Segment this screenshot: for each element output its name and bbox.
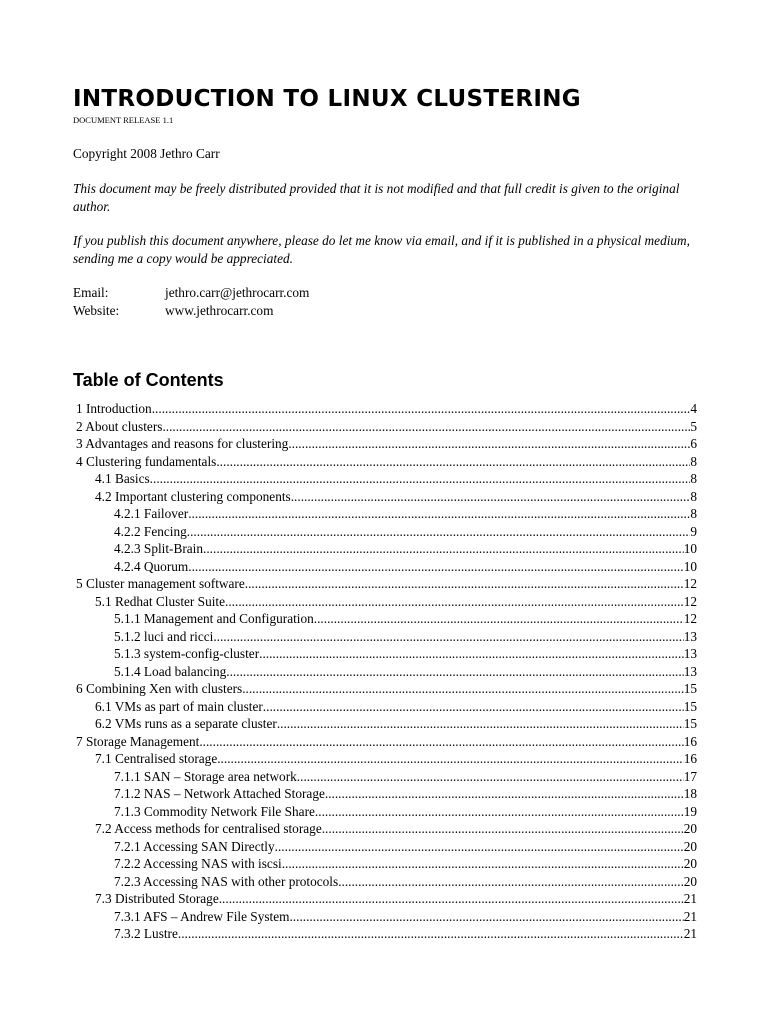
toc-entry-title: 3 Advantages and reasons for clustering	[76, 436, 289, 451]
toc-entry-page: 20	[683, 821, 697, 836]
toc-entry-page: 15	[683, 681, 697, 696]
toc-entry-title: 7.2 Access methods for centralised storage	[95, 821, 322, 836]
toc-dot-leader	[275, 838, 684, 856]
toc-heading: Table of Contents	[73, 370, 224, 390]
toc-entry-page: 8	[690, 488, 697, 504]
table-of-contents	[76, 400, 697, 943]
contact-email-row	[73, 284, 309, 302]
toc-dot-leader	[188, 505, 690, 523]
toc-entry[interactable]	[76, 680, 697, 698]
toc-entry-page: 20	[683, 856, 697, 871]
toc-entry-title: 6.1 VMs as part of main cluster	[95, 698, 263, 714]
toc-dot-leader	[226, 663, 683, 681]
toc-entry-title: 5.1.2 luci and ricci	[114, 628, 214, 644]
toc-dot-leader	[203, 540, 684, 558]
toc-dot-leader	[263, 698, 684, 716]
toc-entry[interactable]	[76, 908, 697, 926]
toc-dot-leader	[277, 715, 684, 733]
document-release: DOCUMENT RELEASE 1.1	[73, 115, 174, 125]
toc-entry[interactable]	[76, 768, 697, 786]
toc-dot-leader	[315, 803, 684, 821]
toc-entry[interactable]	[76, 435, 697, 453]
toc-entry-title: 7.2.1 Accessing SAN Directly	[114, 838, 275, 854]
toc-entry[interactable]	[76, 873, 697, 891]
toc-entry[interactable]	[76, 523, 697, 541]
toc-entry-page: 17	[683, 768, 697, 784]
toc-entry[interactable]	[76, 715, 697, 733]
toc-entry-title: 4.1 Basics	[95, 471, 150, 486]
toc-dot-leader	[297, 768, 684, 786]
toc-entry-page: 19	[683, 803, 697, 819]
toc-entry-title: 5.1.3 system-config-cluster	[114, 646, 260, 661]
toc-entry-title: 4.2 Important clustering components	[95, 488, 291, 504]
toc-entry-page: 21	[683, 891, 697, 906]
toc-entry-page: 9	[690, 523, 697, 539]
toc-entry-title: 2 About clusters	[76, 418, 163, 434]
toc-entry-page: 8	[690, 506, 697, 521]
toc-entry-title: 4.2.3 Split-Brain	[114, 541, 204, 556]
toc-entry[interactable]	[76, 628, 697, 646]
toc-entry-page: 8	[690, 453, 697, 469]
toc-entry[interactable]	[76, 750, 697, 768]
toc-entry-page: 6	[690, 436, 697, 451]
toc-entry[interactable]	[76, 855, 697, 873]
toc-entry-title: 7.2.2 Accessing NAS with iscsi	[114, 856, 282, 871]
toc-entry[interactable]	[76, 733, 697, 751]
toc-entry-page: 13	[683, 646, 697, 661]
toc-dot-leader	[150, 470, 691, 488]
toc-entry-page: 13	[683, 628, 697, 644]
toc-entry[interactable]	[76, 698, 697, 716]
toc-entry[interactable]	[76, 470, 697, 488]
toc-entry-page: 15	[683, 698, 697, 714]
distribution-notice: This document may be freely distributed provided that it is not modified and that full credit is given to the original author.	[73, 181, 680, 214]
toc-entry-page: 12	[683, 611, 697, 626]
toc-dot-leader	[187, 523, 691, 541]
toc-entry-title: 7 Storage Management	[76, 733, 200, 749]
toc-dot-leader	[188, 558, 683, 576]
publication-notice: If you publish this document anywhere, please do let me know via email, and if it is published in a physical medium, sending me a copy would be appreciated.	[73, 233, 690, 266]
toc-entry-title: 7.2.3 Accessing NAS with other protocols	[114, 873, 339, 889]
toc-dot-leader	[216, 453, 690, 471]
copyright-line: Copyright 2008 Jethro Carr	[73, 146, 220, 161]
toc-dot-leader	[325, 785, 684, 803]
toc-entry[interactable]	[76, 838, 697, 856]
toc-entry-page: 15	[683, 716, 697, 731]
toc-dot-leader	[314, 610, 684, 628]
toc-dot-leader	[162, 418, 690, 436]
toc-entry-page: 10	[683, 541, 697, 556]
email-label: Email:	[73, 285, 109, 300]
toc-dot-leader	[213, 628, 683, 646]
toc-entry[interactable]	[76, 558, 697, 576]
toc-entry[interactable]	[76, 400, 697, 418]
toc-entry-page: 5	[690, 418, 697, 434]
toc-entry-title: 5.1 Redhat Cluster Suite	[95, 593, 226, 609]
email-value: jethro.carr@jethrocarr.com	[165, 285, 310, 300]
toc-entry-page: 12	[683, 593, 697, 609]
toc-dot-leader	[259, 645, 684, 663]
toc-entry-page: 21	[683, 926, 697, 941]
toc-entry-page: 16	[683, 751, 697, 766]
toc-entry[interactable]	[76, 663, 697, 681]
toc-entry-page: 18	[683, 786, 697, 801]
toc-entry-title: 7.3 Distributed Storage	[95, 891, 219, 906]
toc-entry[interactable]	[76, 925, 697, 943]
toc-entry-title: 6.2 VMs runs as a separate cluster	[95, 716, 277, 731]
toc-entry[interactable]	[76, 610, 697, 628]
website-value: www.jethrocarr.com	[165, 303, 274, 318]
toc-dot-leader	[288, 435, 690, 453]
toc-dot-leader	[322, 820, 684, 838]
toc-entry[interactable]	[76, 803, 697, 821]
toc-entry[interactable]	[76, 890, 697, 908]
toc-entry[interactable]	[76, 593, 697, 611]
toc-entry-page: 20	[683, 873, 697, 889]
toc-entry[interactable]	[76, 540, 697, 558]
toc-dot-leader	[289, 908, 683, 926]
toc-entry-page: 10	[683, 558, 697, 574]
toc-dot-leader	[338, 873, 684, 891]
toc-entry[interactable]	[76, 785, 697, 803]
toc-entry-title: 7.3.2 Lustre	[114, 926, 178, 941]
toc-entry-page: 4	[690, 401, 697, 416]
contact-website-row	[73, 302, 273, 320]
toc-entry-page: 16	[683, 733, 697, 749]
toc-entry-title: 5.1.4 Load balancing	[114, 663, 227, 679]
toc-entry[interactable]	[76, 820, 697, 838]
toc-entry-page: 12	[683, 576, 697, 591]
website-label: Website:	[73, 303, 120, 318]
toc-dot-leader	[225, 593, 684, 611]
toc-entry-page: 13	[683, 663, 697, 679]
toc-dot-leader	[242, 680, 684, 698]
toc-dot-leader	[291, 488, 691, 506]
toc-entry-title: 7.1.3 Commodity Network File Share	[114, 803, 315, 819]
toc-entry-title: 1 Introduction	[76, 401, 152, 416]
toc-entry-title: 4.2.1 Failover	[114, 506, 189, 521]
toc-entry[interactable]	[76, 418, 697, 436]
toc-dot-leader	[199, 733, 683, 751]
toc-dot-leader	[219, 890, 684, 908]
toc-entry-title: 7.1 Centralised storage	[95, 751, 218, 766]
toc-entry-page: 20	[683, 838, 697, 854]
toc-entry-page: 21	[683, 908, 697, 924]
toc-entry[interactable]	[76, 575, 697, 593]
document-title: INTRODUCTION TO LINUX CLUSTERING	[73, 86, 581, 112]
toc-dot-leader	[282, 855, 684, 873]
toc-entry[interactable]	[76, 645, 697, 663]
toc-dot-leader	[178, 925, 684, 943]
toc-entry-title: 5.1.1 Management and Configuration	[114, 611, 314, 626]
toc-entry-title: 7.1.1 SAN – Storage area network	[114, 768, 297, 784]
toc-entry-title: 4.2.4 Quorum	[114, 558, 189, 574]
toc-dot-leader	[152, 400, 691, 418]
toc-entry[interactable]	[76, 505, 697, 523]
toc-entry[interactable]	[76, 453, 697, 471]
toc-entry-title: 4 Clustering fundamentals	[76, 453, 217, 469]
toc-entry-title: 5 Cluster management software	[76, 576, 245, 591]
toc-entry-title: 6 Combining Xen with clusters	[76, 681, 243, 696]
toc-dot-leader	[245, 575, 684, 593]
toc-dot-leader	[217, 750, 683, 768]
toc-entry-title: 7.3.1 AFS – Andrew File System	[114, 908, 290, 924]
toc-entry[interactable]	[76, 488, 697, 506]
toc-entry-page: 8	[690, 471, 697, 486]
toc-entry-title: 7.1.2 NAS – Network Attached Storage	[114, 786, 325, 801]
toc-entry-title: 4.2.2 Fencing	[114, 523, 187, 539]
